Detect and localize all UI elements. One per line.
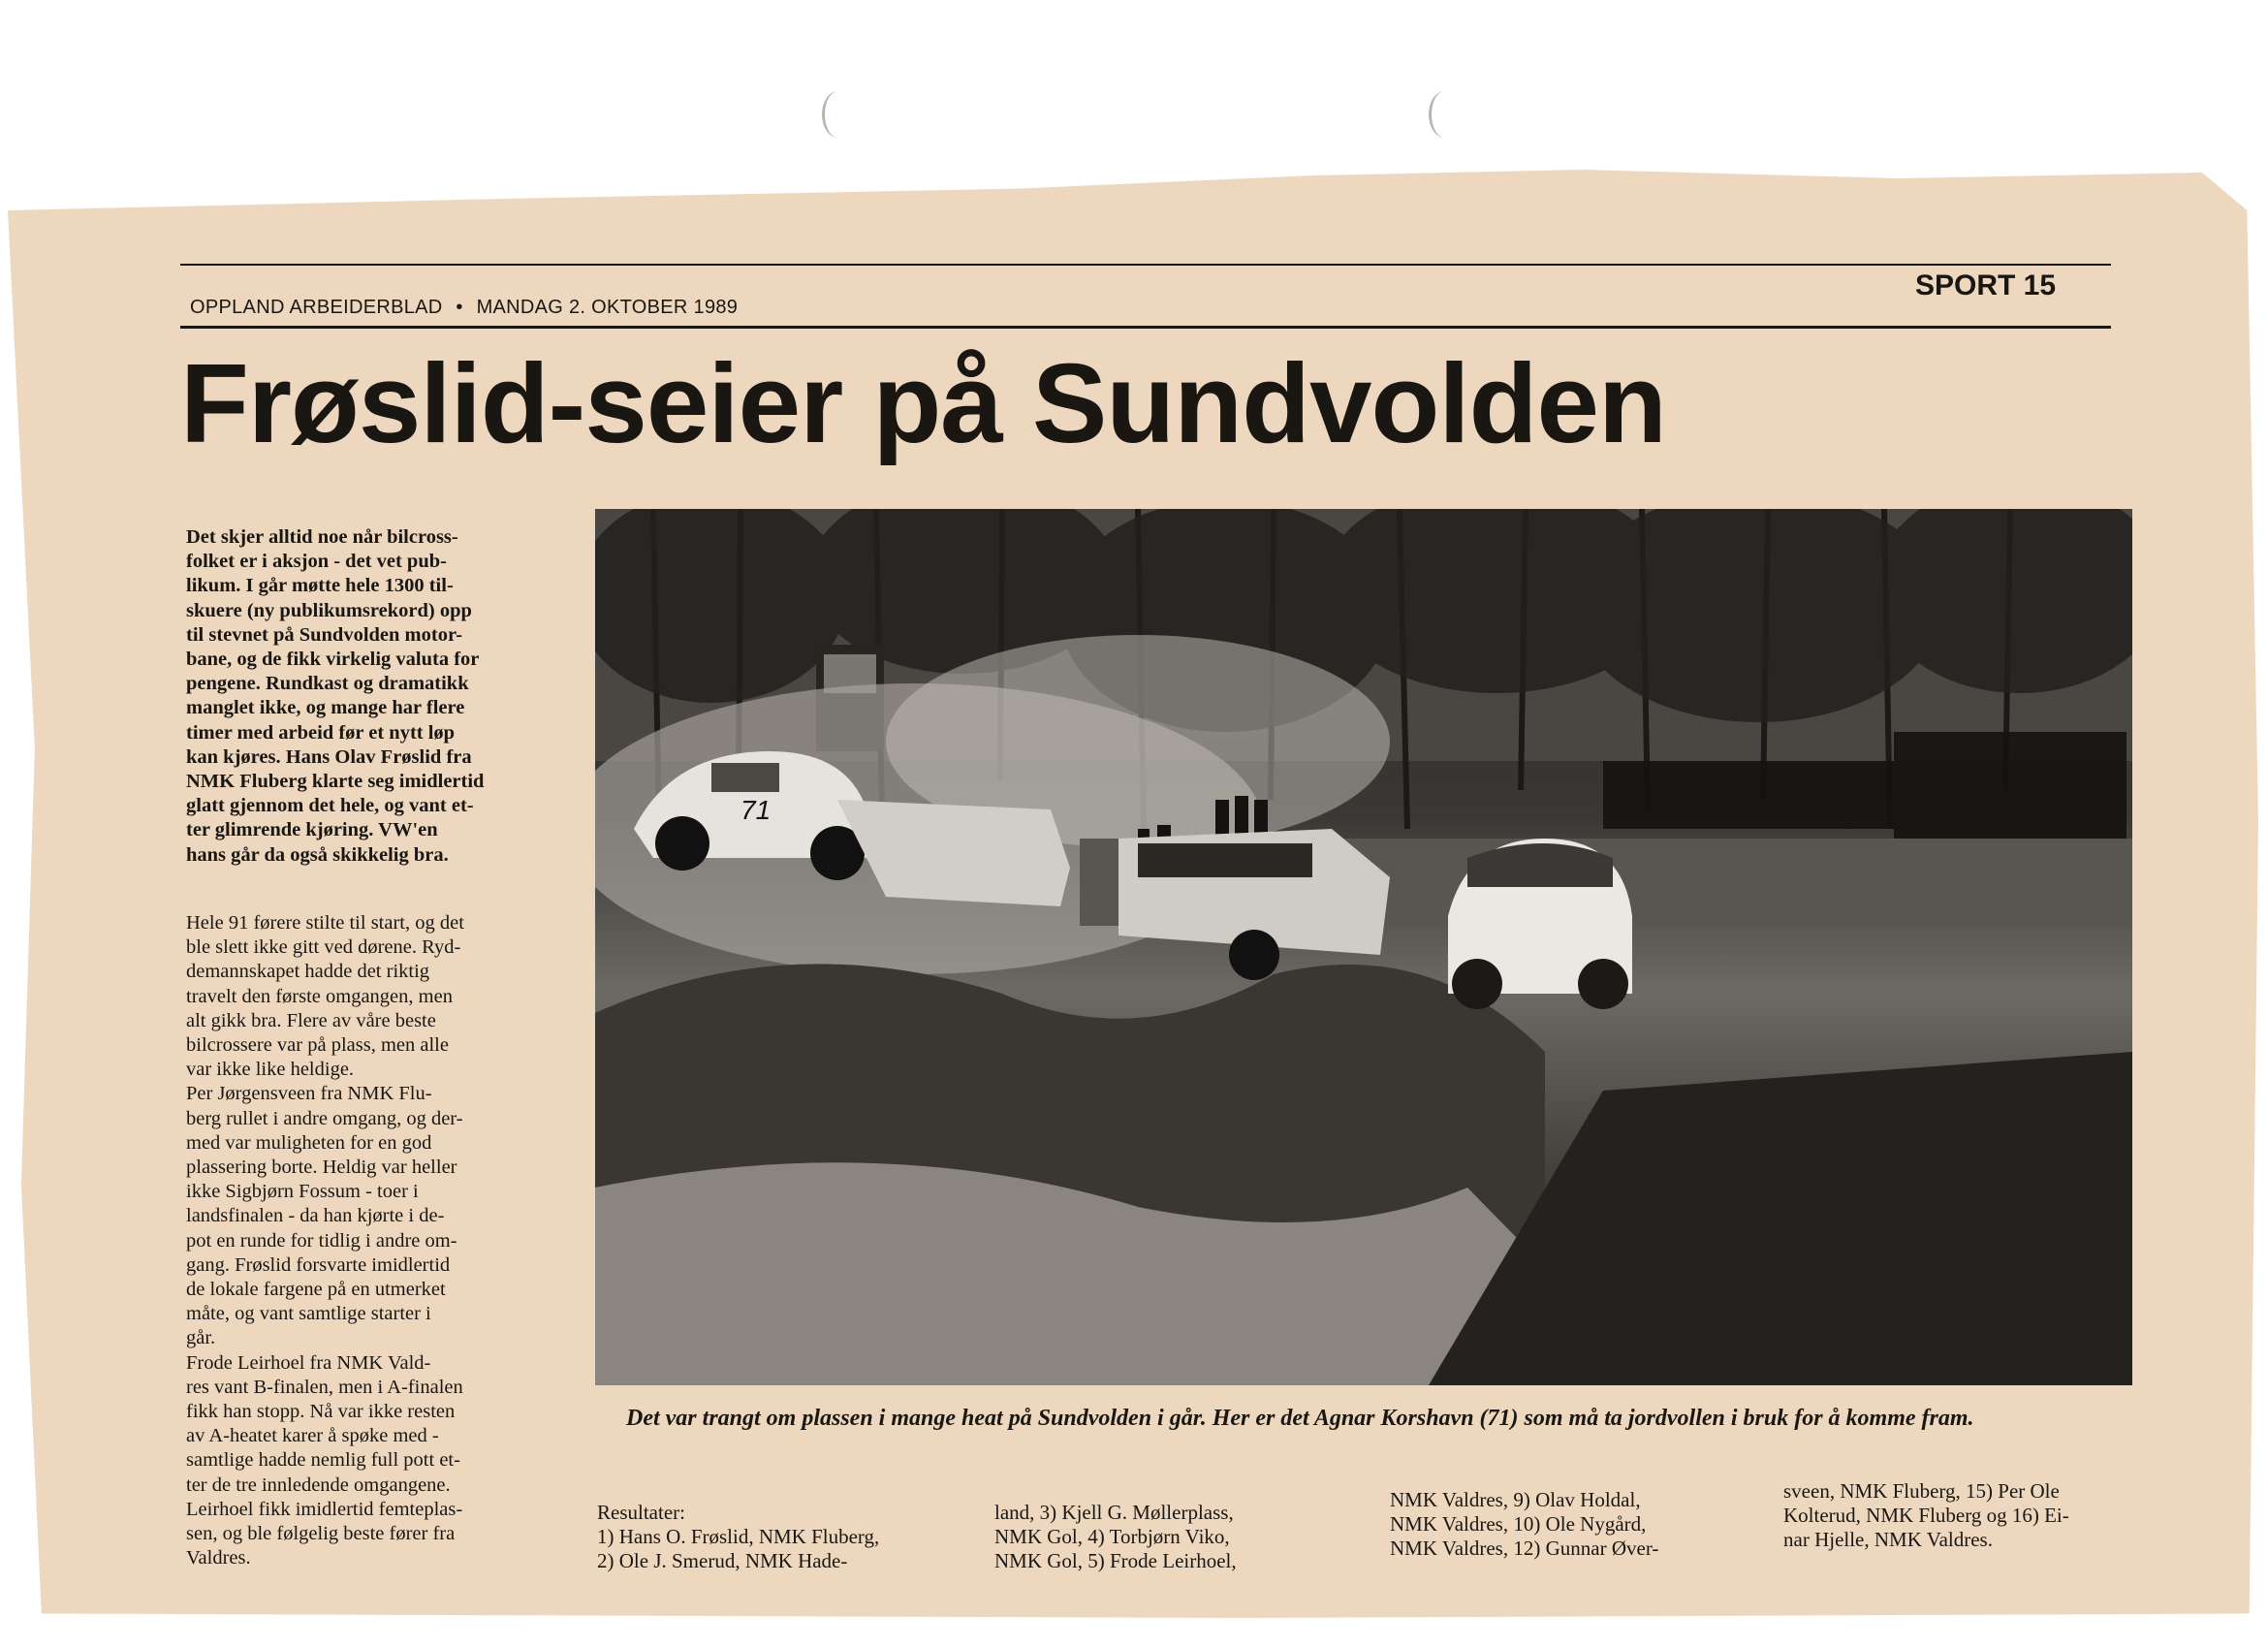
article-body: Hele 91 førere stilte til start, og det ble slett ikke gitt ved dørene. Ryd- demannskapet hadde det riktig travelt den første omgangen, men alt gikk bra. Flere av våre beste bilcrossere var på plass, men alle var ikke like heldige. Per Jørgensveen fra NMK Flu- berg rullet i andre omgang, og der- med var muligheten for en god plassering borte. Heldig var heller ikke Sigbjørn Fossum - toer i landsfinalen - da han kjørte i de- pot en runde for tidlig i andre om- gang. Frøslid forsvarte imidlertid de lokale fargene på en utmerket måte, og vant samtlige starter i går. Frode Leirhoel fra NMK Vald- res vant B-finalen, men i A-finalen fikk han stopp. Nå var ikke resten av A-heatet karer å spøke med - samtlige hadde nemlig full pott et- ter de tre innledende omgangene. Leirhoel fikk imidlertid femteplas- sen, og ble følgelig beste fører fra Valdres. [186,912,464,1569]
header-rule-top [180,264,2111,266]
race-photo [595,509,2132,1385]
results-column-1 [597,1501,956,1573]
results-column-4: sveen, NMK Fluberg, 15) Per Ole Kolterud, NMK Fluberg og 16) Ei- nar Hjelle, NMK Valdres. [1783,1479,2069,1551]
section-label: SPORT 15 [1915,269,2057,301]
publication-date: MANDAG 2. OKTOBER 1989 [476,297,739,318]
publication-name: OPPLAND ARBEIDERBLAD [190,297,443,318]
results-title: Resultater: [597,1501,685,1524]
binder-hole-right [1429,91,1461,138]
car-number-label: 71 [740,795,772,825]
separator-dot: • [456,297,463,318]
results-text-1: 1) Hans O. Frøslid, NMK Fluberg, 2) Ole J. Smerud, NMK Hade- [597,1525,880,1572]
race-photo-illustration [595,509,2132,1385]
headline: Frøslid-seier på Sundvolden [180,340,1666,466]
article-lead: Det skjer alltid noe når bilcross- folket er i aksjon - det vet pub- likum. I går møtte hele 1300 til- skuere (ny publikumsrekord) opp til stevnet på Sundvolden motor- bane, og de fikk virkelig valuta for pengene. Rundkast og dramatikk manglet ikke, og mange har flere timer med arbeid før et nytt løp kan kjøres. Hans Olav Frøslid fra NMK Fluberg klarte seg imidlertid glatt gjennom det hele, og vant et- ter glimrende kjøring. VW'en hans går da også skikkelig bra. [186,526,485,866]
masthead [190,297,738,319]
header-rule-bottom [180,326,2111,329]
binder-hole-left [822,91,854,138]
results-column-3: NMK Valdres, 9) Olav Holdal, NMK Valdres, 10) Ole Nygård, NMK Valdres, 12) Gunnar Øver- [1390,1488,1659,1560]
results-column-2: land, 3) Kjell G. Møllerplass, NMK Gol, 4) Torbjørn Viko, NMK Gol, 5) Frode Leirhoel, [994,1501,1237,1572]
photo-caption: Det var trangt om plassen i mange heat på Sundvolden i går. Her er det Agnar Korshavn (71) som må ta jordvollen i bruk for å komme fram. [626,1406,1974,1431]
